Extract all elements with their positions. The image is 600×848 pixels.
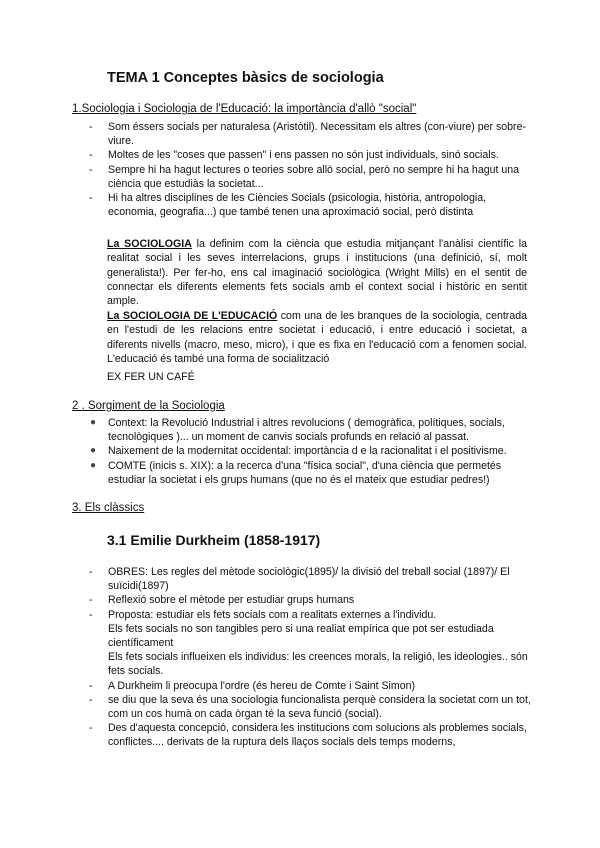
- section-1-heading: 1.Sociologia i Sociologia de l'Educació: la importància d'allò "social": [72, 103, 417, 115]
- dash-marker: -: [89, 679, 93, 692]
- dash-marker: -: [89, 566, 93, 578]
- bullet-dot-icon: ●: [90, 445, 97, 457]
- cafe-note: EX FER UN CAFÉ: [107, 371, 195, 383]
- term-sociologia-educacio: La SOCIOLOGIA DE L'EDUCACIÓ: [107, 310, 278, 322]
- dash-marker: -: [89, 594, 93, 607]
- dash-marker: -: [89, 722, 93, 735]
- list-item: - OBRES: Les regles del mètode sociològic(1895)/ la divisió del treball social (1897)/ El suïcidi(1897): [89, 566, 510, 593]
- list-item: - se diu que la seva és una sociologia funcionalista perquè considera la societat com un tot, com un cos humà on cada òrgan té la seva funció (social).: [89, 693, 531, 721]
- section-1-list: [72, 120, 532, 219]
- page-title: TEMA 1 Conceptes bàsics de sociologia: [107, 70, 384, 86]
- list-item: - Som éssers socials per naturalesa (Aristòtil). Necessitam els altres (con-viure) per sobre-viure.: [89, 121, 527, 148]
- list-item: ● Naixement de la modernitat occidental: importància d e la racionalitat i el positivisme.: [90, 445, 507, 458]
- section-2-list: [72, 416, 532, 487]
- term-sociologia: La SOCIOLOGIA: [107, 238, 192, 250]
- dash-marker: -: [89, 192, 93, 205]
- list-item: ● Context: la Revolució Industrial i altres revolucions ( demogràfica, polítiques, socials, tecnològiques )... un moment de canvis socials profunds en relació al passat.: [90, 417, 505, 444]
- list-item: ● COMTE (inicis s. XIX): a la recerca d'una "física social", d'una ciència que permetés estudiar la societat i els grups humans (que no és el mateix que estudiar pedres!): [90, 459, 502, 486]
- list-item: - Reflexió sobre el mètode per estudiar grups humans: [89, 594, 355, 607]
- sociologia-definition: La SOCIOLOGIA la definim com la ciència que estudia mitjançant l'anàlisi científic la realitat social i les seves interrelacions, grups i institucions (una definició, sí, molt generalista!). Per fer-ho, ens cal imaginació sociològica (Wright Mills) en el sentit de connectar els diferents elements fets socials amb el context social i històric en sentit ample.: [107, 238, 527, 308]
- sociologia-educacio-definition: La SOCIOLOGIA DE L'EDUCACIÓ com una de les branques de la sociologia, centrada en l'estudi de les relacions entre societat i educació, i entre educació i societat, a diferents nivells (macro, meso, micro), i que es fixa en l'educació com a fenomen social. L'educació és també una forma de socialització: [107, 310, 527, 365]
- list-item: - A Durkheim li preocupa l'ordre (és hereu de Comte i Saint Simon): [89, 679, 416, 692]
- bullet-dot-icon: ●: [90, 417, 97, 428]
- durkheim-subheading: 3.1 Emilie Durkheim (1858-1917): [107, 532, 321, 548]
- section-3-list: [72, 565, 532, 750]
- list-item: - Proposta: estudiar els fets socials com a realitats externes a l'individu. Els fets socials no son tangibles pero si una realiat empírica que pot ser estudiada científicament Els fets socials influeixen els individus: les creences morals, la religió, les ideologies.. són fets socials.: [89, 608, 528, 678]
- extra-line: Els fets socials influeixen els individus: les creences morals, la religió, les ideologies.. són fets socials.: [108, 651, 528, 678]
- dash-marker: -: [89, 693, 93, 706]
- bullet-dot-icon: ●: [90, 459, 97, 471]
- list-item: - Moltes de les "coses que passen" i ens passen no són just individuals, sinó socials.: [89, 149, 499, 162]
- dash-marker: -: [89, 163, 93, 176]
- dash-marker: -: [89, 121, 93, 133]
- extra-line: Els fets socials no son tangibles pero si una realiat empírica que pot ser estudiada científicament: [108, 622, 494, 650]
- dash-marker: -: [89, 608, 93, 621]
- section-3-heading: 3. Els clàssics: [72, 502, 145, 514]
- section-2-heading: 2 . Sorgiment de la Sociologia: [72, 400, 225, 412]
- list-item: - Hi ha altres disciplines de les Ciències Socials (psicologia, història, antropologia, economia, geografia...) que també tenen una aproximació social, però distinta: [89, 192, 487, 219]
- dash-marker: -: [89, 149, 93, 162]
- list-item: - Des d'aquesta concepció, considera les institucions com solucions als problemes socials, conflictes.... derivats de la ruptura dels llaços socials dels temps moderns,: [89, 722, 527, 749]
- list-item: - Sempre hi ha hagut lectures o teories sobre allò social, però no sempre hi ha hagut una ciència que estudiàs la societat...: [89, 163, 520, 190]
